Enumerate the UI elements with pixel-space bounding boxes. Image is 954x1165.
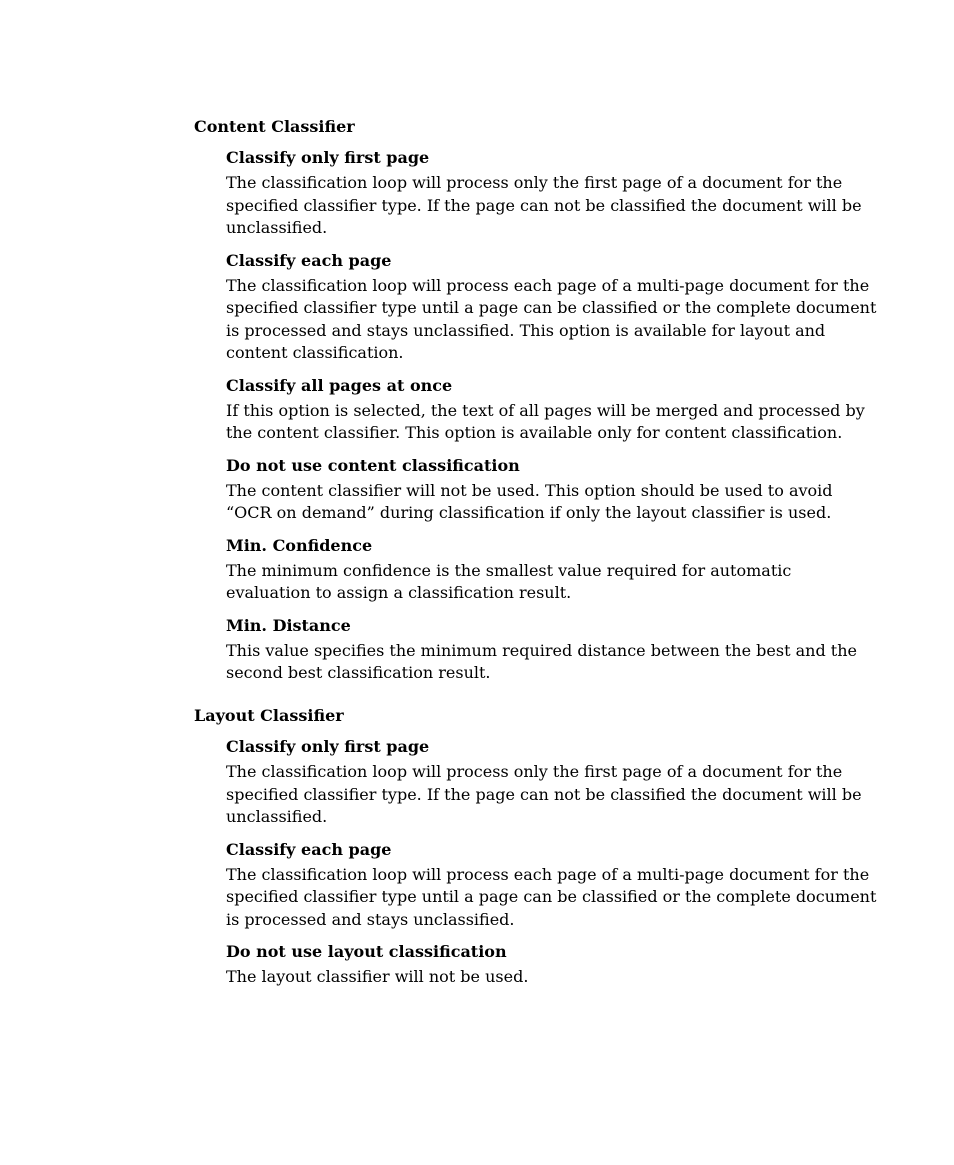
content-classifier-section <box>194 117 884 696</box>
option-classify-only-first-page <box>226 737 878 829</box>
option-no-content-classification <box>226 456 878 525</box>
option-title: Min. Distance <box>226 615 351 635</box>
section-title: Layout Classifier <box>194 706 344 725</box>
option-title: Classify only first page <box>226 148 430 167</box>
option-title: Do not use content classification <box>226 455 520 475</box>
option-description: The layout classifier will not be used. <box>226 967 529 986</box>
option-title: Classify only first page <box>226 737 430 756</box>
option-min-confidence <box>226 536 878 605</box>
option-description: The classification loop will process only the first page of a document for the specified classifier type. If the page can not be classified the document will be unclassified. <box>226 173 862 237</box>
layout-classifier-section <box>194 706 884 1000</box>
option-classify-each-page <box>226 251 878 365</box>
option-classify-all-pages-at-once <box>226 376 878 445</box>
option-description: The content classifier will not be used. This option should be used to avoid “OCR on demand” during classification if only the layout classifier is used. <box>226 480 833 522</box>
option-title: Classify each page <box>226 839 392 859</box>
section-title: Content Classifier <box>194 117 355 136</box>
option-title: Min. Confidence <box>226 535 373 555</box>
option-description: This value specifies the minimum required distance between the best and the second best classification result. <box>226 640 857 682</box>
option-description: If this option is selected, the text of all pages will be merged and processed by the content classifier. This option is available only for content classification. <box>226 400 865 442</box>
option-description: The classification loop will process each page of a multi-page document for the specified classifier type until a page can be classified or the complete document is processed and stays unclassified. <box>226 864 877 929</box>
option-description: The classification loop will process each page of a multi-page document for the specified classifier type until a page can be classified or the complete document is processed and stays unclassified. This option is available for layout and content classification. <box>226 275 877 362</box>
option-classify-only-first-page <box>226 148 878 240</box>
option-title: Do not use layout classification <box>226 942 507 961</box>
option-title: Classify all pages at once <box>226 375 453 395</box>
option-no-layout-classification <box>226 942 878 989</box>
option-description: The classification loop will process only the first page of a document for the specified classifier type. If the page can not be classified the document will be unclassified. <box>226 762 862 826</box>
option-classify-each-page <box>226 840 878 932</box>
option-description: The minimum confidence is the smallest value required for automatic evaluation to assign a classification result. <box>226 560 792 602</box>
option-min-distance <box>226 616 878 685</box>
option-title: Classify each page <box>226 250 392 270</box>
